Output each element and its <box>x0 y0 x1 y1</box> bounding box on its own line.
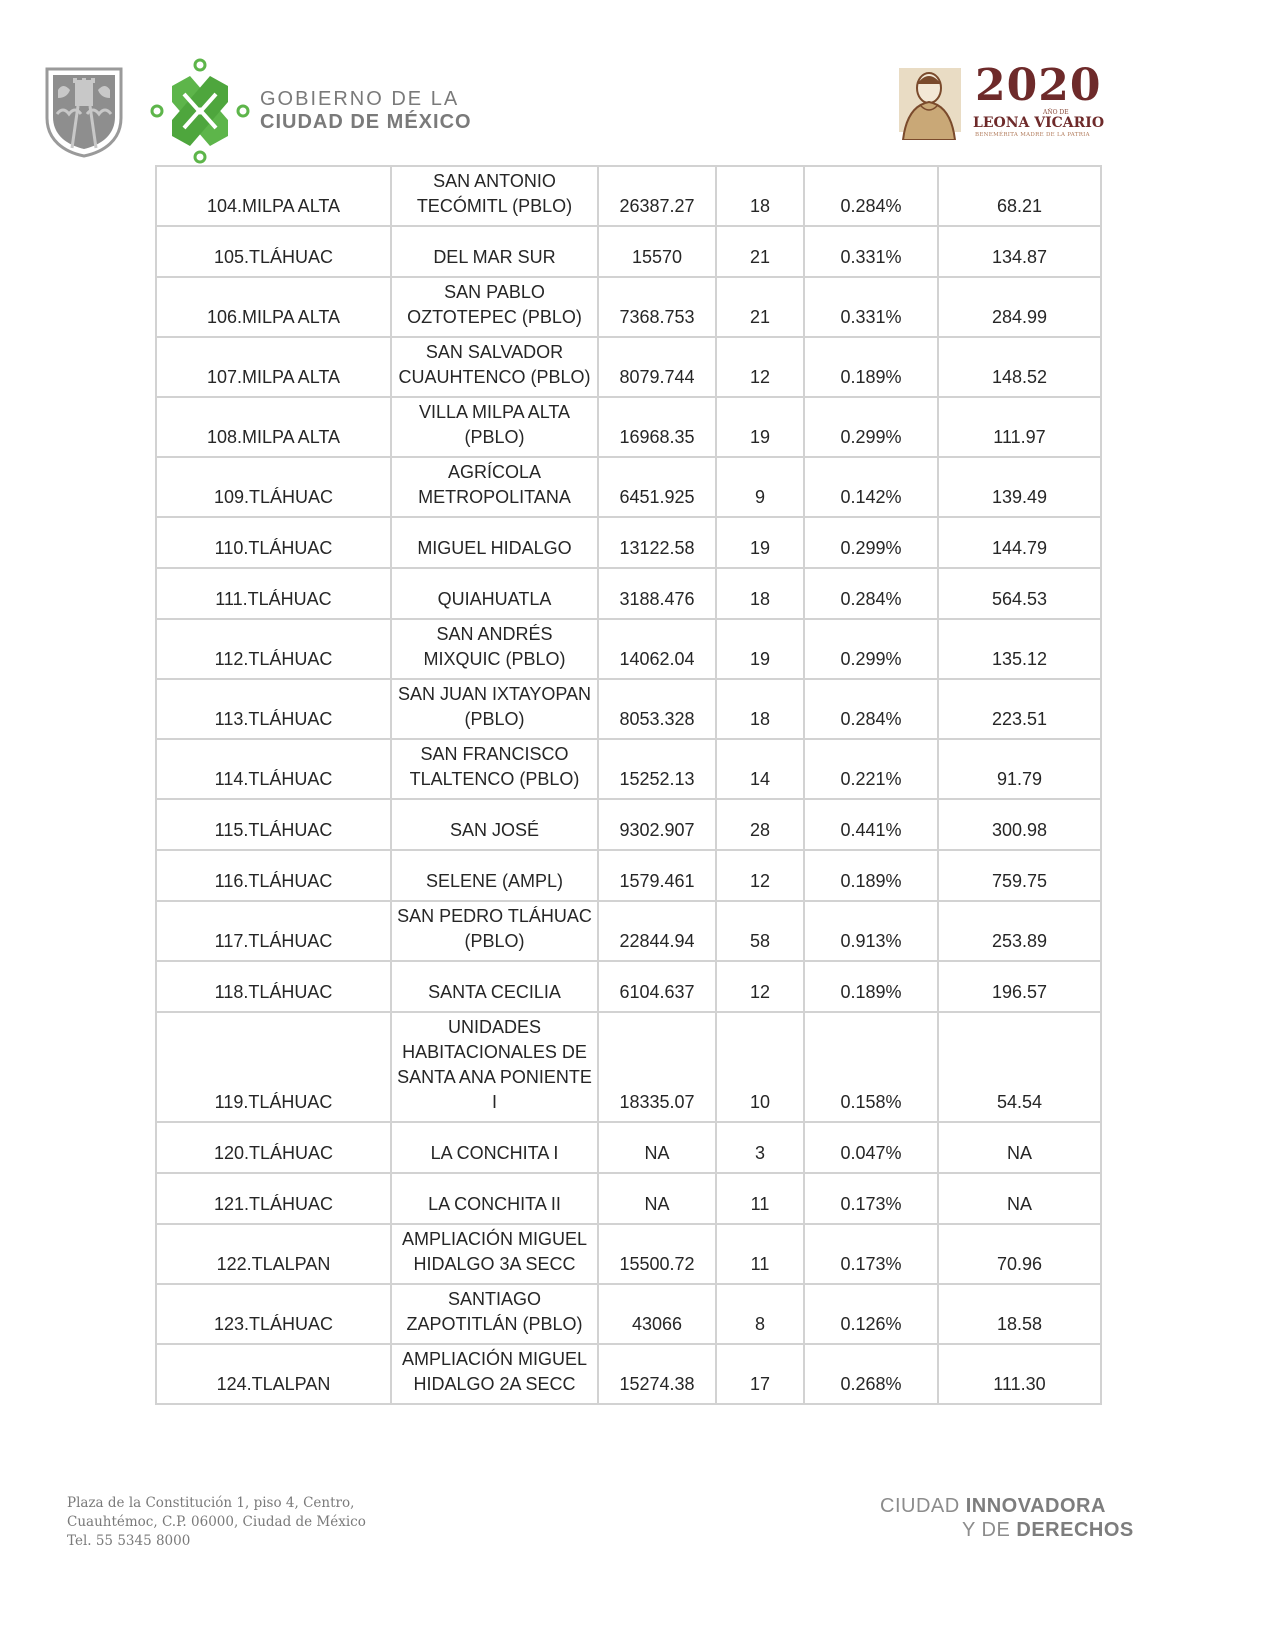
ratio-cell: 253.89 <box>938 901 1101 961</box>
slogan-innovadora: INNOVADORA <box>965 1495 1106 1517</box>
value-cell: 14062.04 <box>598 619 716 679</box>
count-cell: 10 <box>716 1012 804 1122</box>
alcaldia-cell: 105.TLÁHUAC <box>156 226 391 277</box>
alcaldia-cell: 115.TLÁHUAC <box>156 799 391 850</box>
value-cell: 15500.72 <box>598 1224 716 1284</box>
table-row <box>156 277 1101 337</box>
colonia-cell: SAN JOSÉ <box>391 799 598 850</box>
cdmx-knot-logo <box>150 58 250 164</box>
percent-cell: 0.173% <box>804 1224 938 1284</box>
percent-cell: 0.441% <box>804 799 938 850</box>
colonia-cell: UNIDADES HABITACIONALES DE SANTA ANA PONIENTE I <box>391 1012 598 1122</box>
table-row <box>156 1344 1101 1404</box>
count-cell: 17 <box>716 1344 804 1404</box>
value-cell: 15570 <box>598 226 716 277</box>
percent-cell: 0.284% <box>804 568 938 619</box>
table-row <box>156 1012 1101 1122</box>
alcaldia-cell: 121.TLÁHUAC <box>156 1173 391 1224</box>
percent-cell: 0.142% <box>804 457 938 517</box>
count-cell: 19 <box>716 517 804 568</box>
table-row <box>156 568 1101 619</box>
alcaldia-cell: 107.MILPA ALTA <box>156 337 391 397</box>
slogan-ciudad: CIUDAD <box>880 1495 966 1517</box>
colonia-cell: SAN PEDRO TLÁHUAC (PBLO) <box>391 901 598 961</box>
ratio-cell: 18.58 <box>938 1284 1101 1344</box>
value-cell: 8053.328 <box>598 679 716 739</box>
address-line-1: Plaza de la Constitución 1, piso 4, Centro, <box>67 1495 355 1511</box>
colonia-cell: SAN ANDRÉS MIXQUIC (PBLO) <box>391 619 598 679</box>
alcaldia-cell: 112.TLÁHUAC <box>156 619 391 679</box>
value-cell: NA <box>598 1122 716 1173</box>
percent-cell: 0.268% <box>804 1344 938 1404</box>
count-cell: 8 <box>716 1284 804 1344</box>
colonias-table <box>155 165 1102 1405</box>
colonia-cell: QUIAHUATLA <box>391 568 598 619</box>
alcaldia-cell: 111.TLÁHUAC <box>156 568 391 619</box>
slogan-y-de: Y DE <box>962 1519 1017 1541</box>
table-row <box>156 901 1101 961</box>
footer-slogan <box>880 1494 1134 1542</box>
count-cell: 12 <box>716 850 804 901</box>
ratio-cell: 68.21 <box>938 166 1101 226</box>
leona-vicario-portrait <box>893 66 965 140</box>
alcaldia-cell: 123.TLÁHUAC <box>156 1284 391 1344</box>
leona-vicario-name: LEONA VICARIO <box>973 115 1105 131</box>
colonia-cell: SELENE (AMPL) <box>391 850 598 901</box>
count-cell: 18 <box>716 166 804 226</box>
table-row <box>156 1122 1101 1173</box>
year-2020: 2020 <box>975 60 1102 111</box>
percent-cell: 0.299% <box>804 619 938 679</box>
ratio-cell: 196.57 <box>938 961 1101 1012</box>
count-cell: 21 <box>716 277 804 337</box>
leona-vicario-subtitle: BENEMÉRITA MADRE DE LA PATRIA <box>975 132 1090 138</box>
ratio-cell: 70.96 <box>938 1224 1101 1284</box>
percent-cell: 0.158% <box>804 1012 938 1122</box>
count-cell: 58 <box>716 901 804 961</box>
address-line-2: Cuauhtémoc, C.P. 06000, Ciudad de México <box>67 1514 366 1530</box>
alcaldia-cell: 116.TLÁHUAC <box>156 850 391 901</box>
ratio-cell: 284.99 <box>938 277 1101 337</box>
address-line-3: Tel. 55 5345 8000 <box>67 1533 191 1549</box>
count-cell: 21 <box>716 226 804 277</box>
value-cell: 43066 <box>598 1284 716 1344</box>
table-row <box>156 961 1101 1012</box>
page-header <box>0 0 1275 165</box>
table-row <box>156 1224 1101 1284</box>
value-cell: 8079.744 <box>598 337 716 397</box>
count-cell: 18 <box>716 679 804 739</box>
percent-cell: 0.331% <box>804 277 938 337</box>
ratio-cell: 91.79 <box>938 739 1101 799</box>
value-cell: 3188.476 <box>598 568 716 619</box>
value-cell: 16968.35 <box>598 397 716 457</box>
colonia-cell: LA CONCHITA II <box>391 1173 598 1224</box>
percent-cell: 0.284% <box>804 166 938 226</box>
gov-line-1: GOBIERNO DE LA <box>260 88 460 110</box>
table-row <box>156 619 1101 679</box>
value-cell: 15274.38 <box>598 1344 716 1404</box>
value-cell: 26387.27 <box>598 166 716 226</box>
colonia-cell: AGRÍCOLA METROPOLITANA <box>391 457 598 517</box>
city-shield-logo <box>44 66 124 158</box>
ratio-cell: NA <box>938 1173 1101 1224</box>
table-row <box>156 457 1101 517</box>
alcaldia-cell: 108.MILPA ALTA <box>156 397 391 457</box>
alcaldia-cell: 109.TLÁHUAC <box>156 457 391 517</box>
value-cell: 15252.13 <box>598 739 716 799</box>
slogan-derechos: DERECHOS <box>1016 1519 1134 1541</box>
gov-line-2: CIUDAD DE MÉXICO <box>260 111 472 133</box>
ratio-cell: 148.52 <box>938 337 1101 397</box>
ratio-cell: 111.97 <box>938 397 1101 457</box>
colonia-cell: AMPLIACIÓN MIGUEL HIDALGO 2A SECC <box>391 1344 598 1404</box>
ratio-cell: 111.30 <box>938 1344 1101 1404</box>
count-cell: 18 <box>716 568 804 619</box>
table-row <box>156 679 1101 739</box>
count-cell: 14 <box>716 739 804 799</box>
percent-cell: 0.047% <box>804 1122 938 1173</box>
alcaldia-cell: 117.TLÁHUAC <box>156 901 391 961</box>
value-cell: 9302.907 <box>598 799 716 850</box>
table-row <box>156 166 1101 226</box>
count-cell: 19 <box>716 397 804 457</box>
value-cell: 7368.753 <box>598 277 716 337</box>
alcaldia-cell: 110.TLÁHUAC <box>156 517 391 568</box>
percent-cell: 0.299% <box>804 517 938 568</box>
colonia-cell: VILLA MILPA ALTA (PBLO) <box>391 397 598 457</box>
colonia-cell: LA CONCHITA I <box>391 1122 598 1173</box>
percent-cell: 0.299% <box>804 397 938 457</box>
value-cell: 18335.07 <box>598 1012 716 1122</box>
alcaldia-cell: 114.TLÁHUAC <box>156 739 391 799</box>
alcaldia-cell: 113.TLÁHUAC <box>156 679 391 739</box>
alcaldia-cell: 104.MILPA ALTA <box>156 166 391 226</box>
colonia-cell: SAN ANTONIO TECÓMITL (PBLO) <box>391 166 598 226</box>
count-cell: 9 <box>716 457 804 517</box>
count-cell: 11 <box>716 1173 804 1224</box>
alcaldia-cell: 119.TLÁHUAC <box>156 1012 391 1122</box>
value-cell: 13122.58 <box>598 517 716 568</box>
colonia-cell: AMPLIACIÓN MIGUEL HIDALGO 3A SECC <box>391 1224 598 1284</box>
alcaldia-cell: 120.TLÁHUAC <box>156 1122 391 1173</box>
ratio-cell: 139.49 <box>938 457 1101 517</box>
ratio-cell: NA <box>938 1122 1101 1173</box>
ano-de-label: AÑO DE <box>1043 109 1069 116</box>
table-row <box>156 799 1101 850</box>
percent-cell: 0.189% <box>804 961 938 1012</box>
ratio-cell: 144.79 <box>938 517 1101 568</box>
footer-address <box>67 1494 366 1551</box>
value-cell: 6451.925 <box>598 457 716 517</box>
percent-cell: 0.173% <box>804 1173 938 1224</box>
percent-cell: 0.331% <box>804 226 938 277</box>
percent-cell: 0.126% <box>804 1284 938 1344</box>
percent-cell: 0.221% <box>804 739 938 799</box>
table-row <box>156 739 1101 799</box>
percent-cell: 0.913% <box>804 901 938 961</box>
colonia-cell: SAN JUAN IXTAYOPAN (PBLO) <box>391 679 598 739</box>
ratio-cell: 135.12 <box>938 619 1101 679</box>
value-cell: 6104.637 <box>598 961 716 1012</box>
count-cell: 12 <box>716 961 804 1012</box>
count-cell: 11 <box>716 1224 804 1284</box>
ratio-cell: 54.54 <box>938 1012 1101 1122</box>
colonia-cell: SAN PABLO OZTOTEPEC (PBLO) <box>391 277 598 337</box>
alcaldia-cell: 122.TLALPAN <box>156 1224 391 1284</box>
government-wordmark <box>260 88 472 134</box>
value-cell: 1579.461 <box>598 850 716 901</box>
ratio-cell: 759.75 <box>938 850 1101 901</box>
count-cell: 19 <box>716 619 804 679</box>
table-row <box>156 1173 1101 1224</box>
percent-cell: 0.189% <box>804 850 938 901</box>
ratio-cell: 134.87 <box>938 226 1101 277</box>
ratio-cell: 300.98 <box>938 799 1101 850</box>
colonia-cell: DEL MAR SUR <box>391 226 598 277</box>
colonia-cell: SANTIAGO ZAPOTITLÁN (PBLO) <box>391 1284 598 1344</box>
colonia-cell: SAN FRANCISCO TLALTENCO (PBLO) <box>391 739 598 799</box>
value-cell: 22844.94 <box>598 901 716 961</box>
table-body <box>156 166 1101 1404</box>
percent-cell: 0.284% <box>804 679 938 739</box>
value-cell: NA <box>598 1173 716 1224</box>
alcaldia-cell: 118.TLÁHUAC <box>156 961 391 1012</box>
table-row <box>156 1284 1101 1344</box>
table-row <box>156 226 1101 277</box>
leona-vicario-2020-logo <box>893 60 1108 142</box>
percent-cell: 0.189% <box>804 337 938 397</box>
table-row <box>156 517 1101 568</box>
alcaldia-cell: 124.TLALPAN <box>156 1344 391 1404</box>
alcaldia-cell: 106.MILPA ALTA <box>156 277 391 337</box>
colonia-cell: MIGUEL HIDALGO <box>391 517 598 568</box>
count-cell: 3 <box>716 1122 804 1173</box>
table-row <box>156 337 1101 397</box>
colonia-cell: SANTA CECILIA <box>391 961 598 1012</box>
colonia-cell: SAN SALVADOR CUAUHTENCO (PBLO) <box>391 337 598 397</box>
count-cell: 28 <box>716 799 804 850</box>
count-cell: 12 <box>716 337 804 397</box>
table-row <box>156 850 1101 901</box>
table-row <box>156 397 1101 457</box>
ratio-cell: 223.51 <box>938 679 1101 739</box>
ratio-cell: 564.53 <box>938 568 1101 619</box>
